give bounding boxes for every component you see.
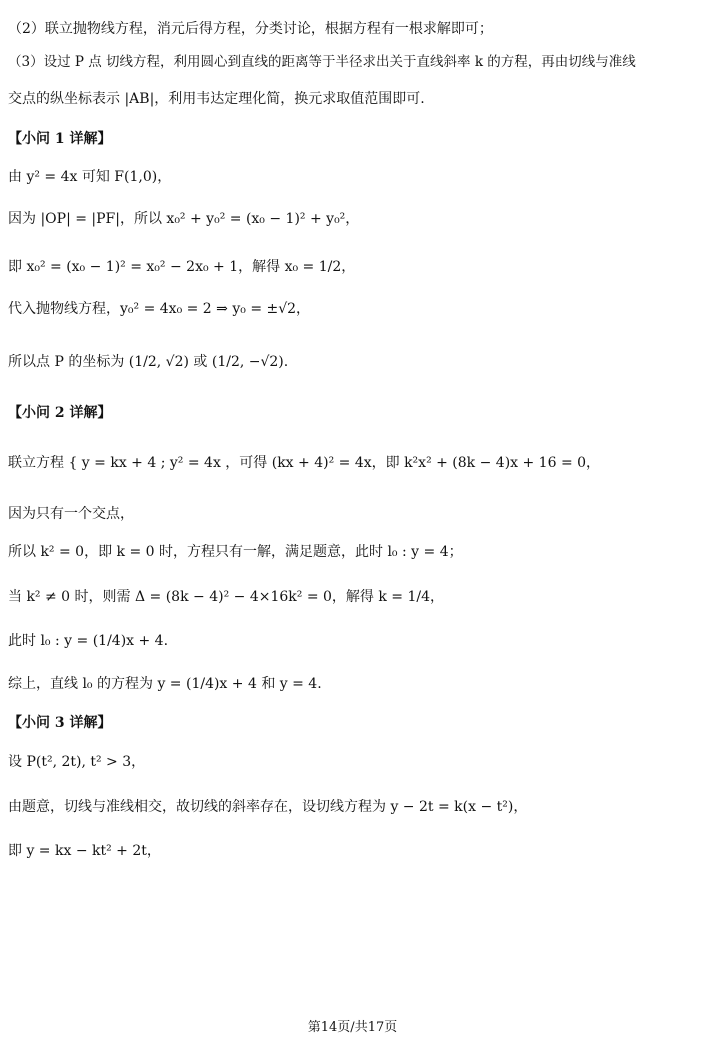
section-heading: 【小问 3 详解】 [8,715,112,731]
math-line: 即 y = kx − kt² + 2t， [8,843,161,859]
text-line: （3）设过 P 点 切线方程，利用圆心到直线的距离等于半径求出关于直线斜率 k 的方程，再由切线与准线 [8,54,636,70]
text-line: 因为只有一个交点， [8,506,134,522]
math-line: 由 y² = 4x 可知 F(1,0)， [8,169,172,185]
math-line: 联立方程 { y = kx + 4 ; y² = 4x ，可得 (kx + 4)² = 4x，即 k²x² + (8k − 4)x + 16 = 0， [8,455,601,471]
math-line: 所以 k² = 0，即 k = 0 时，方程只有一解，满足题意，此时 l₀ : y = 4； [8,544,463,560]
text-line: 交点的纵坐标表示 |AB|，利用韦达定理化简，换元求取值范围即可. [8,91,425,107]
text-line: （2）联立抛物线方程，消元后得方程，分类讨论，根据方程有一根求解即可； [8,21,493,37]
math-line: 代入抛物线方程，y₀² = 4x₀ = 2 ⇒ y₀ = ±√2， [8,301,311,317]
math-line: 综上，直线 l₀ 的方程为 y = (1/4)x + 4 和 y = 4. [8,676,322,692]
page-number: 第14页/共17页 [307,1020,398,1035]
math-line: 此时 l₀ : y = (1/4)x + 4. [8,633,169,649]
math-line: 所以点 P 的坐标为 (1/2, √2) 或 (1/2, −√2). [8,354,289,370]
math-line: 当 k² ≠ 0 时，则需 Δ = (8k − 4)² − 4×16k² = 0，解得 k = 1/4， [8,589,445,605]
math-line: 设 P(t², 2t), t² > 3， [8,754,146,770]
section-heading: 【小问 2 详解】 [8,405,112,421]
math-line: 由题意，切线与准线相交，故切线的斜率存在，设切线方程为 y − 2t = k(x − t²)， [8,799,528,815]
section-heading: 【小问 1 详解】 [8,131,112,147]
math-line: 即 x₀² = (x₀ − 1)² = x₀² − 2x₀ + 1，解得 x₀ = 1/2， [8,259,356,275]
math-line: 因为 |OP| = |PF|，所以 x₀² + y₀² = (x₀ − 1)² + y₀²， [8,211,360,227]
